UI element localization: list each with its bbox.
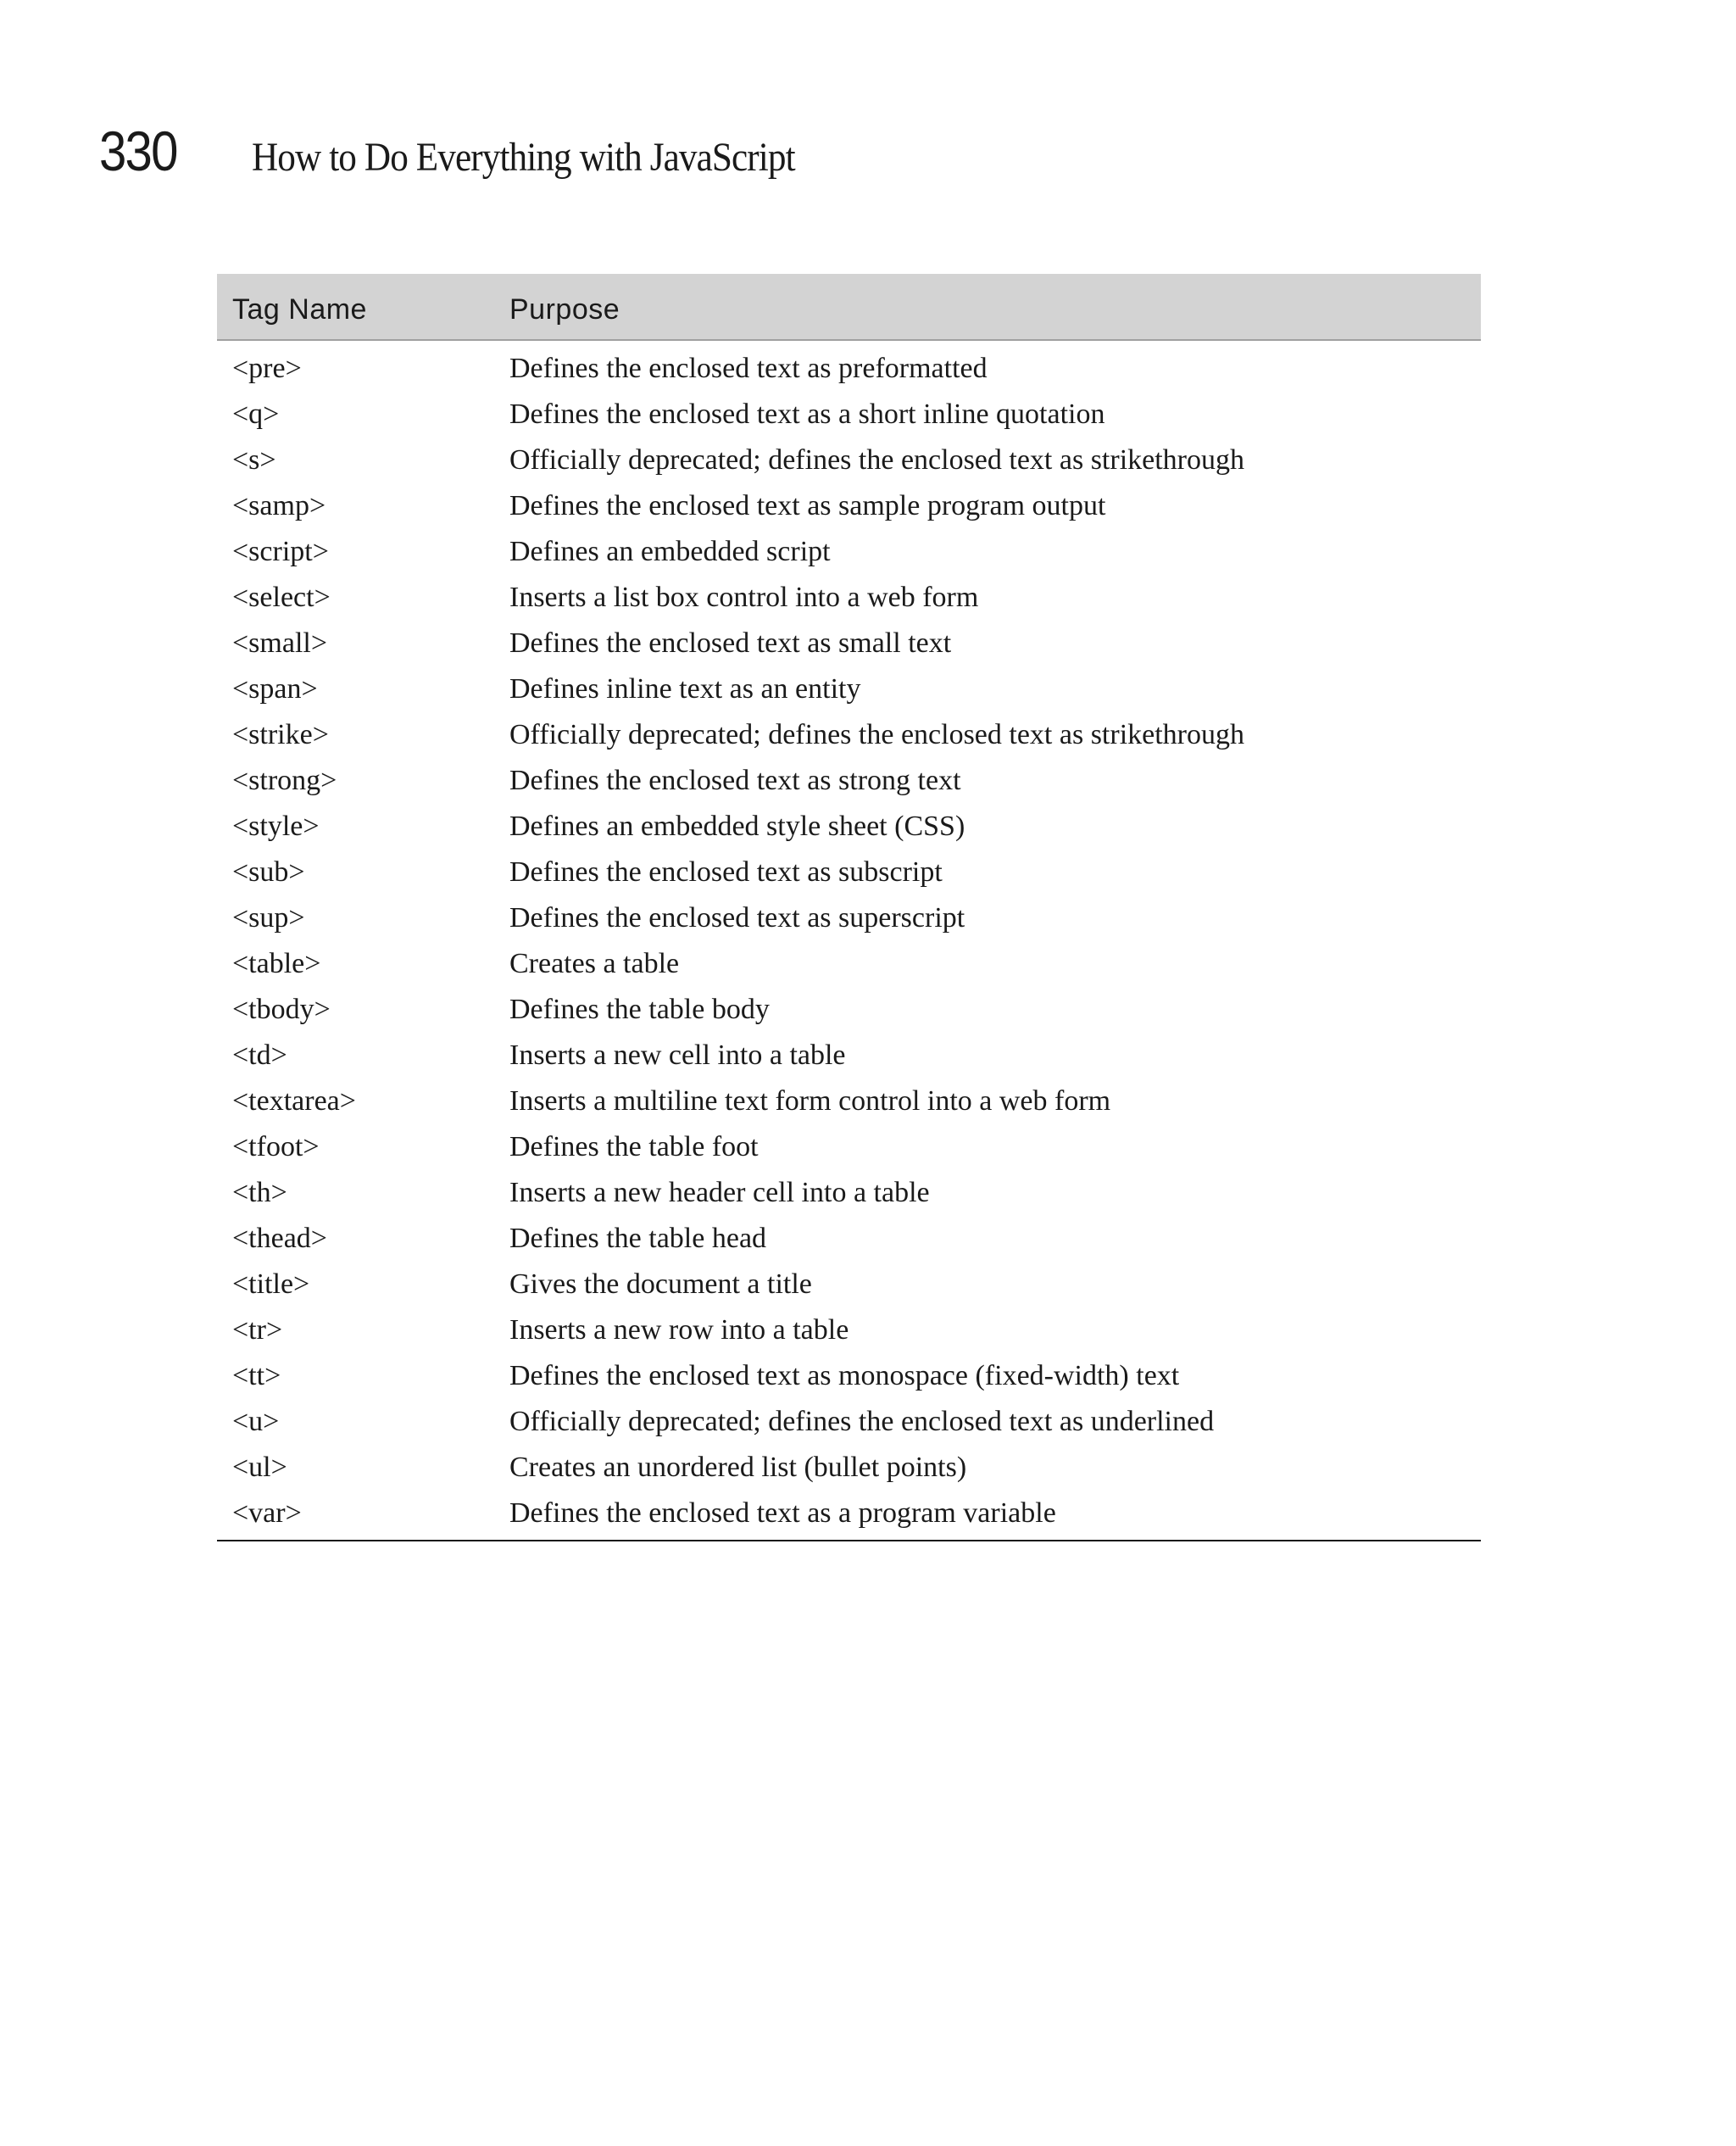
- purpose-cell: Defines the enclosed text as a short inline quotation: [509, 399, 1105, 430]
- purpose-cell: Defines the enclosed text as subscript: [509, 856, 943, 888]
- table-row: [217, 1307, 1481, 1353]
- purpose-cell: Gives the document a title: [509, 1268, 812, 1300]
- table-row: [217, 1445, 1481, 1491]
- tag-name-cell: <s>: [232, 444, 276, 476]
- purpose-cell: Defines the enclosed text as monospace (fixed-width) text: [509, 1360, 1180, 1391]
- purpose-cell: Officially deprecated; defines the enclosed text as strikethrough: [509, 444, 1244, 476]
- table-header-row: [217, 274, 1481, 340]
- table-row: [217, 1033, 1481, 1079]
- tag-name-cell: <var>: [232, 1497, 302, 1529]
- table-row: [217, 804, 1481, 850]
- table-row: [217, 340, 1481, 392]
- table-row: [217, 1216, 1481, 1262]
- table-row: [217, 850, 1481, 895]
- table-row: [217, 895, 1481, 941]
- tag-name-cell: <strong>: [232, 765, 337, 796]
- tag-name-cell: <td>: [232, 1040, 287, 1071]
- tag-name-cell: <sub>: [232, 856, 305, 888]
- table-body: [217, 340, 1481, 1536]
- table-row: [217, 621, 1481, 666]
- tag-name-cell: <u>: [232, 1406, 280, 1437]
- purpose-cell: Defines an embedded style sheet (CSS): [509, 811, 965, 842]
- page-number: 330: [99, 120, 177, 182]
- tag-name-cell: <table>: [232, 948, 321, 979]
- column-header-tag-name: Tag Name: [217, 274, 509, 340]
- tag-name-cell: <ul>: [232, 1452, 287, 1483]
- tag-name-cell: <strike>: [232, 719, 329, 750]
- purpose-cell: Defines the enclosed text as small text: [509, 627, 952, 659]
- purpose-cell: Defines the table body: [509, 994, 770, 1025]
- purpose-cell: Defines the enclosed text as sample program output: [509, 490, 1106, 521]
- purpose-cell: Inserts a new row into a table: [509, 1314, 849, 1346]
- tag-name-cell: <small>: [232, 627, 328, 659]
- table-row: [217, 1170, 1481, 1216]
- purpose-cell: Creates a table: [509, 948, 680, 979]
- purpose-cell: Defines the enclosed text as a program variable: [509, 1497, 1056, 1529]
- table-row: [217, 438, 1481, 483]
- purpose-cell: Inserts a multiline text form control into a web form: [509, 1085, 1111, 1117]
- purpose-cell: Inserts a new cell into a table: [509, 1040, 846, 1071]
- table-row: [217, 666, 1481, 712]
- table-row: [217, 758, 1481, 804]
- purpose-cell: Officially deprecated; defines the enclosed text as strikethrough: [509, 719, 1244, 750]
- tag-name-cell: <sup>: [232, 902, 305, 934]
- table-header: [217, 274, 1481, 340]
- purpose-cell: Defines the enclosed text as superscript: [509, 902, 965, 934]
- table-row: [217, 1353, 1481, 1399]
- table-row: [217, 529, 1481, 575]
- html-tags-table: [217, 274, 1481, 1536]
- tag-name-cell: <q>: [232, 399, 280, 430]
- purpose-cell: Defines the table foot: [509, 1131, 759, 1162]
- table-row: [217, 392, 1481, 438]
- purpose-cell: Inserts a new header cell into a table: [509, 1177, 930, 1208]
- tag-name-cell: <title>: [232, 1268, 310, 1300]
- purpose-cell: Defines the enclosed text as strong text: [509, 765, 961, 796]
- table-bottom-rule: [217, 1540, 1481, 1541]
- tag-reference-table: [217, 274, 1481, 1541]
- table-row: [217, 1399, 1481, 1445]
- table-row: [217, 1079, 1481, 1124]
- tag-name-cell: <tbody>: [232, 994, 331, 1025]
- column-header-purpose: Purpose: [509, 274, 1481, 340]
- purpose-cell: Officially deprecated; defines the enclosed text as underlined: [509, 1406, 1215, 1437]
- tag-name-cell: <tr>: [232, 1314, 283, 1346]
- tag-name-cell: <tt>: [232, 1360, 281, 1391]
- tag-name-cell: <thead>: [232, 1223, 327, 1254]
- purpose-cell: Defines inline text as an entity: [509, 673, 861, 705]
- table-row: [217, 1124, 1481, 1170]
- purpose-cell: Creates an unordered list (bullet points): [509, 1452, 967, 1483]
- table-row: [217, 1491, 1481, 1536]
- tag-name-cell: <style>: [232, 811, 320, 842]
- purpose-cell: Defines the enclosed text as preformatted: [509, 353, 988, 384]
- tag-name-cell: <select>: [232, 582, 331, 613]
- tag-name-cell: <tfoot>: [232, 1131, 320, 1162]
- tag-name-cell: <th>: [232, 1177, 287, 1208]
- table-row: [217, 941, 1481, 987]
- page-header: [99, 119, 855, 183]
- tag-name-cell: <pre>: [232, 353, 302, 384]
- purpose-cell: Defines an embedded script: [509, 536, 831, 567]
- purpose-cell: Defines the table head: [509, 1223, 767, 1254]
- table-row: [217, 987, 1481, 1033]
- tag-name-cell: <script>: [232, 536, 329, 567]
- table-row: [217, 1262, 1481, 1307]
- table-row: [217, 712, 1481, 758]
- tag-name-cell: <textarea>: [232, 1085, 356, 1117]
- purpose-cell: Inserts a list box control into a web form: [509, 582, 979, 613]
- table-row: [217, 575, 1481, 621]
- book-title: How to Do Everything with JavaScript: [252, 135, 795, 180]
- tag-name-cell: <samp>: [232, 490, 326, 521]
- tag-name-cell: <span>: [232, 673, 318, 705]
- table-row: [217, 483, 1481, 529]
